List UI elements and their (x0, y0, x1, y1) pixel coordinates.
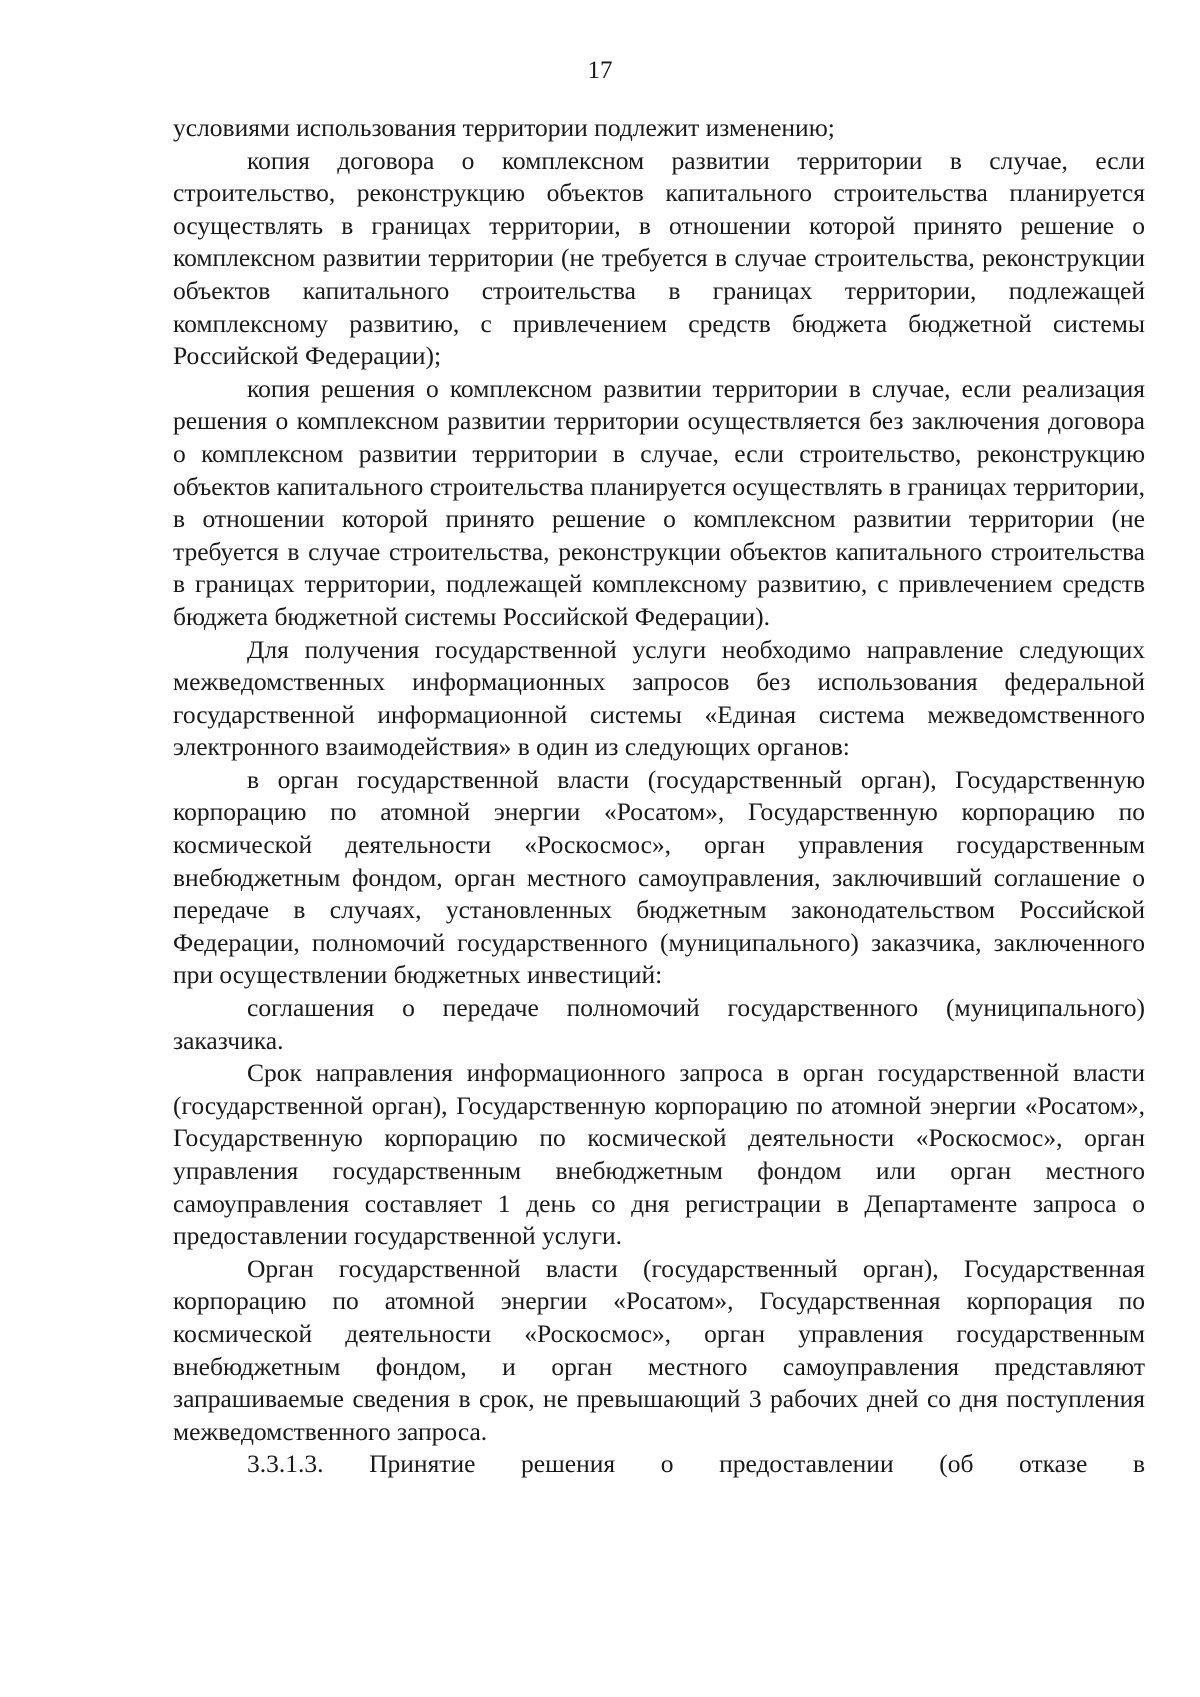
paragraph: копия решения о комплексном развитии территории в случае, если реализация решения о комплексном развитии территории осуществляется без заключения договора о комплексном развитии территории в случае, если строительство, реконструкцию объектов капитального строительства планируется осуществлять в границах территории, в отношении которой принято решение о комплексном развитии территории (не требуется в случае строительства, реконструкции объектов капитального строительства в границах территории, подлежащей комплексному развитию, с привлечением средств бюджета бюджетной системы Российской Федерации). (173, 373, 1145, 631)
paragraph: 3.3.1.3. Принятие решения о предоставлении (об отказе в (247, 1449, 1145, 1479)
paragraph: копия договора о комплексном развитии территории в случае, если строительство, реконструкцию объектов капитального строительства планируется осуществлять в границах территории, в отношении которой принято решение о комплексном развитии территории (не требуется в случае строительства, реконструкции объектов капитального строительства в границах территории, подлежащей комплексному развитию, с привлечением средств бюджета бюджетной системы Российской Федерации); (173, 145, 1145, 371)
paragraph: соглашения о передаче полномочий государственного (муниципального) заказчика. (173, 993, 1145, 1055)
paragraph: условиями использования территории подлежит изменению; (173, 113, 835, 142)
document-body (173, 112, 1145, 1481)
paragraph: Срок направления информационного запроса в орган государственной власти (государственной орган), Государственную корпорацию по атомной энергии «Росатом», Государственную корпорацию по космической деятельности «Роскосмос», орган управления государственным внебюджетным фондом или орган местного самоуправления составляет 1 день со дня регистрации в Департаменте запроса о предоставлении государственной услуги. (173, 1058, 1145, 1251)
paragraph: Орган государственной власти (государственный орган), Государственная корпорацию по атомной энергии «Росатом», Государственная корпорация по космической деятельности «Роскосмос», орган управления государственным внебюджетным фондом, и орган местного самоуправления представляют запрашиваемые сведения в срок, не превышающий 3 рабочих дней со дня поступления межведомственного запроса. (173, 1253, 1145, 1446)
paragraph: в орган государственной власти (государственный орган), Государственную корпорацию по атомной энергии «Росатом», Государственную корпорацию по космической деятельности «Роскосмос», орган управления государственным внебюджетным фондом, орган местного самоуправления, заключивший соглашение о передаче в случаях, установленных бюджетным законодательством Российской Федерации, полномочий государственного (муниципального) заказчика, заключенного при осуществлении бюджетных инвестиций: (173, 764, 1145, 990)
page-number: 17 (587, 57, 613, 84)
paragraph: Для получения государственной услуги необходимо направление следующих межведомственных информационных запросов без использования федеральной государственной информационной системы «Единая система межведомственного электронного взаимодействия» в один из следующих органов: (173, 634, 1145, 762)
